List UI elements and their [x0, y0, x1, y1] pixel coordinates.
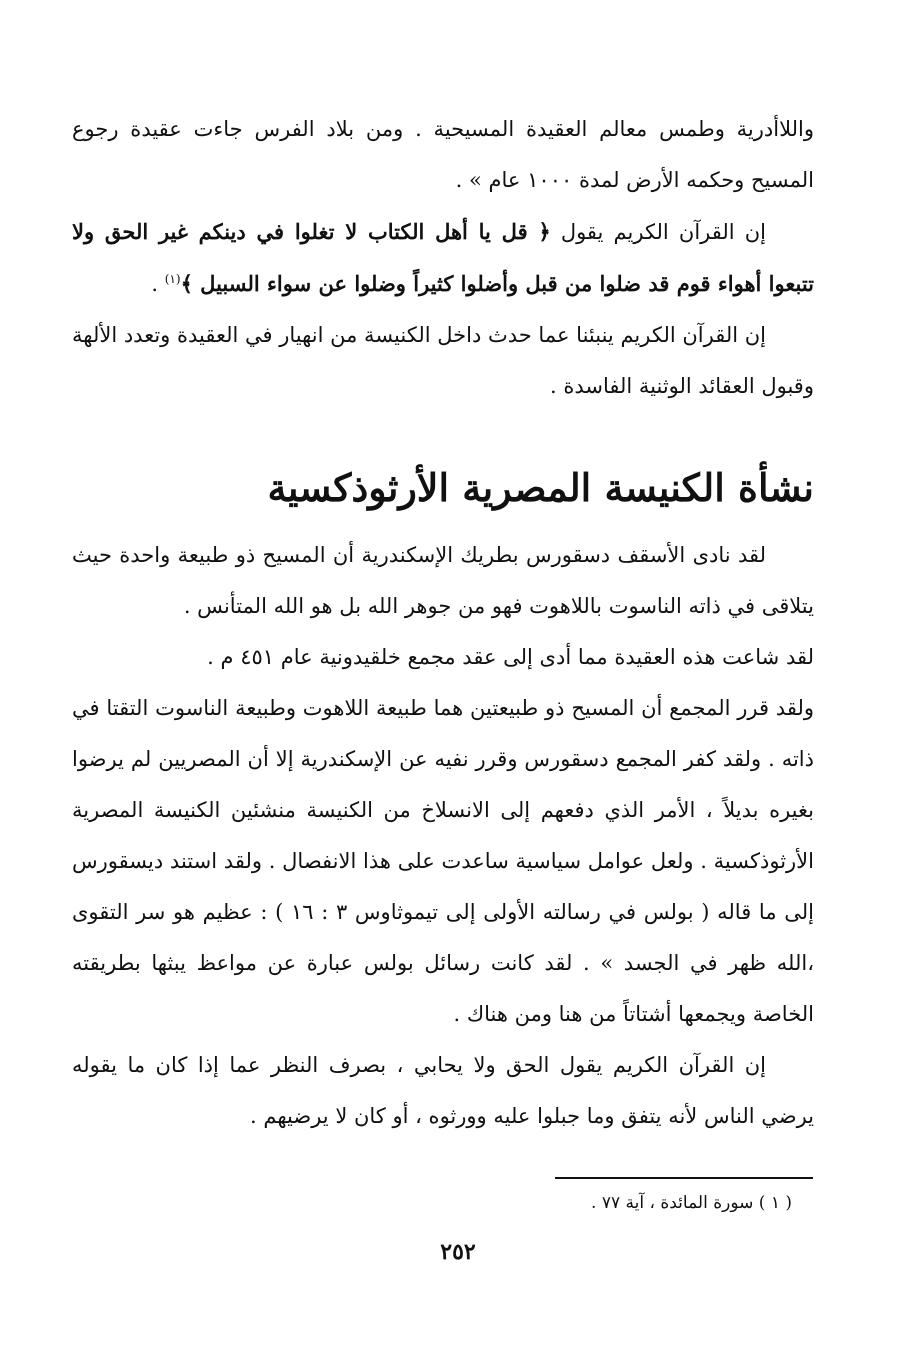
- footnote-reference: (١): [164, 272, 181, 286]
- paragraph-council-decision: ولقد قرر المجمع أن المسيح ذو طبيعتين هما طبيعة اللاهوت وطبيعة الناسوت التقتا في ذاته . ولقد كفر المجمع دسقورس وقرر نفيه عن الإسكندرية إلا أن المصريين لم يرضوا بغيره بديلاً ، الأمر الذي دفعهم إلى الانسلاخ من الكنيسة منشئين الكنيسة المصرية الأرثوذكسية . ولعل عوامل سياسية ساعدت على هذا الانفصال . ولقد استند ديسقورس إلى ما قاله ( بولس في رسالته الأولى إلى تيموثاوس ٣ : ١٦ ) : عظيم هو سر التقوى ،الله ظهر في الجسد » . لقد كانت رسائل بولس عبارة عن مواعظ يبثها بطريقته الخاصة ويجمعها أشتاتاً من هنا ومن هناك .: [72, 696, 814, 1026]
- body-text-block: [72, 530, 814, 1142]
- paragraph-quran-truth: إن القرآن الكريم يقول الحق ولا يحابي ، بصرف النظر عما إذا كان ما يقوله يرضي الناس لأنه يتفق وما جبلوا عليه وورثوه ، أو كان لا يرضيهم .: [72, 1053, 814, 1128]
- paragraph-chalcedon: لقد شاعت هذه العقيدة مما أدى إلى عقد مجمع خلقيدونية عام ٤٥١ م .: [207, 645, 814, 669]
- footnote-divider: [555, 1177, 813, 1179]
- paragraph-church-collapse: إن القرآن الكريم ينبئنا عما حدث داخل الكنيسة من انهيار في العقيدة وتعدد الألهة وقبول العقائد الوثنية الفاسدة .: [72, 323, 814, 398]
- paragraph-continuation: واللاأدرية وطمس معالم العقيدة المسيحية . ومن بلاد الفرس جاءت عقيدة رجوع المسيح وحكمه الأرض لمدة ١٠٠٠ عام » .: [72, 117, 814, 192]
- quote-end: .: [151, 272, 165, 296]
- footnote: ( ١ ) سورة المائدة ، آية ٧٧ .: [591, 1193, 792, 1213]
- paragraph-dioscorus: لقد نادى الأسقف دسقورس بطريك الإسكندرية أن المسيح ذو طبيعة واحدة حيث يتلاقى في ذاته الناسوت باللاهوت فهو من جوهر الله بل هو الله المتأنس .: [72, 543, 814, 618]
- section-heading: نشأة الكنيسة المصرية الأرثوذكسية: [267, 465, 814, 510]
- quran-verse: ﴿ قل يا أهل الكتاب لا تغلوا في دينكم غير الحق ولا تتبعوا أهواء قوم قد ضلوا من قبل وأضلوا كثيراً وضلوا عن سواء السبيل ﴾: [72, 219, 814, 296]
- page-number: ٢٥٢: [440, 1239, 476, 1265]
- top-text-block: [72, 104, 814, 412]
- paragraph-quran-quote: [72, 206, 814, 310]
- quote-intro: إن القرآن الكريم يقول: [550, 220, 766, 244]
